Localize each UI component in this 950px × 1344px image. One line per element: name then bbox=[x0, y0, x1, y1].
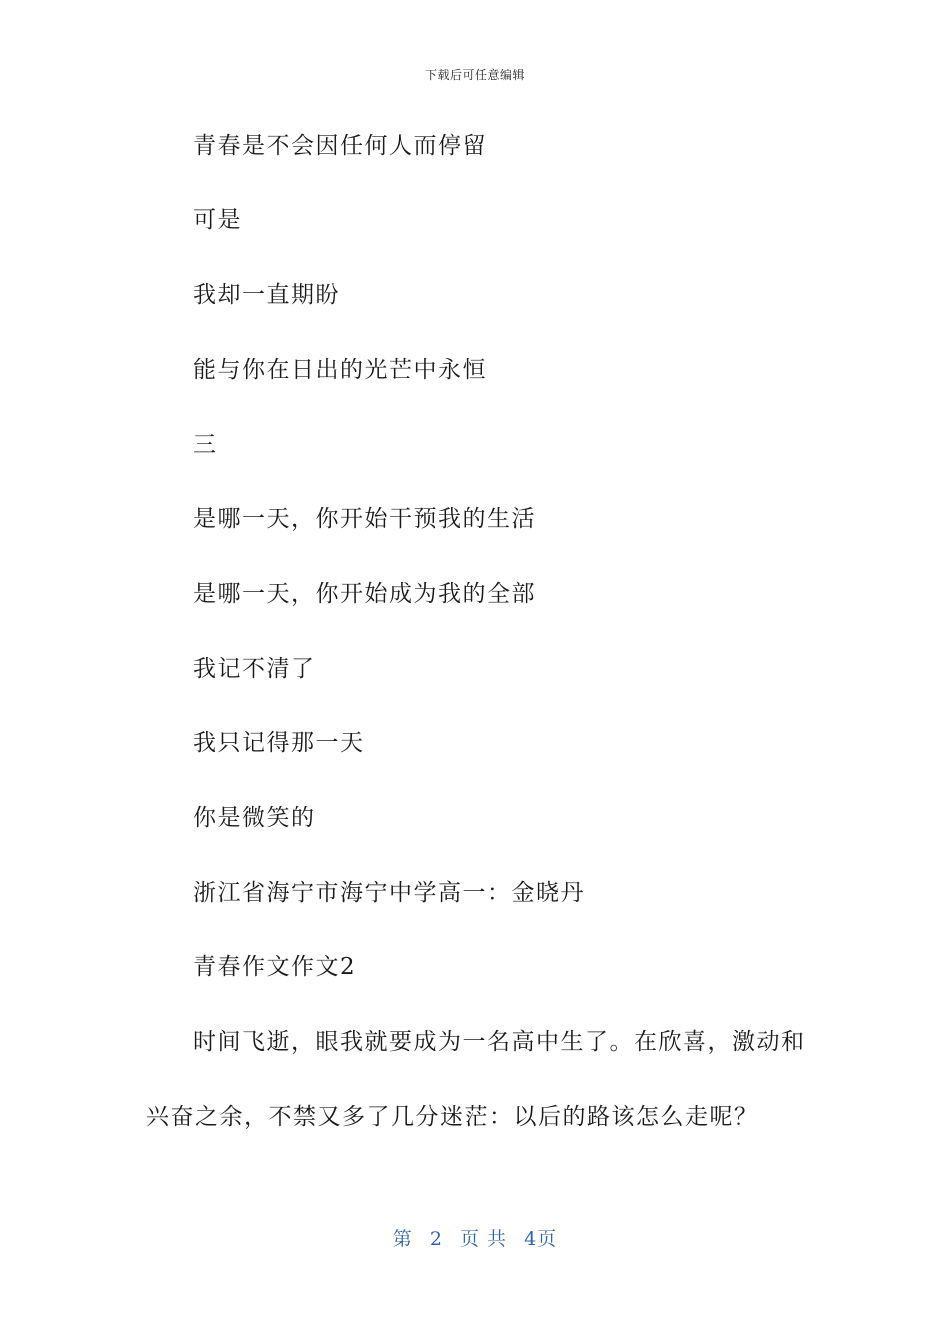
text-line: 我只记得那一天 bbox=[193, 730, 365, 756]
text-line: 青春是不会因任何人而停留 bbox=[193, 133, 487, 159]
paragraph-line: 时间飞逝，眼我就要成为一名高中生了。在欣喜，激动和 bbox=[193, 1029, 806, 1055]
essay-title: 青春作文作文2 bbox=[193, 954, 357, 980]
paragraph-line: 兴奋之余，不禁又多了几分迷茫：以后的路该怎么走呢？ bbox=[146, 1104, 759, 1130]
text-line: 可是 bbox=[193, 207, 242, 233]
author-line: 浙江省海宁市海宁中学高一：金晓丹 bbox=[193, 880, 585, 906]
text-line: 我记不清了 bbox=[193, 656, 316, 682]
section-numeral: 三 bbox=[193, 432, 218, 458]
total-pages: 4页 bbox=[524, 1228, 558, 1250]
page-label-mid: 页 共 bbox=[460, 1228, 508, 1250]
text-line: 我却一直期盼 bbox=[193, 282, 340, 308]
text-line: 能与你在日出的光芒中永恒 bbox=[193, 357, 487, 383]
text-line: 是哪一天，你开始成为我的全部 bbox=[193, 581, 536, 607]
text-line: 是哪一天，你开始干预我的生活 bbox=[193, 506, 536, 532]
page-label-prefix: 第 bbox=[392, 1228, 413, 1250]
text-line: 你是微笑的 bbox=[193, 805, 316, 831]
page-header: 下载后可任意编辑 bbox=[424, 68, 525, 82]
page-footer bbox=[0, 1224, 950, 1251]
current-page-number: 2 bbox=[429, 1228, 443, 1250]
